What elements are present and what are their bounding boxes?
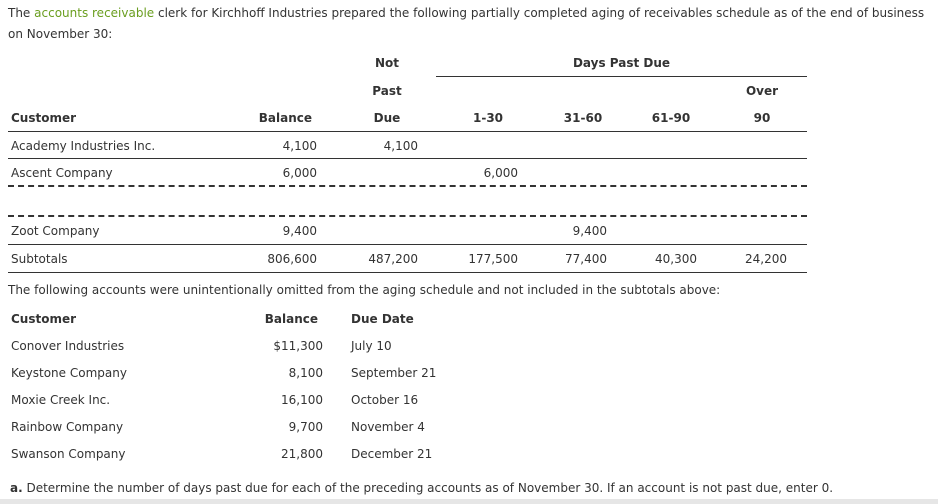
row-customer: Zoot Company	[11, 224, 100, 238]
subtotal-balance: 806,600	[267, 252, 317, 266]
omitted-customer: Keystone Company	[11, 366, 127, 380]
row-not-past-due: 4,100	[383, 139, 418, 153]
question-a	[10, 481, 833, 495]
header-not-past-due-2: Past	[372, 84, 402, 98]
days-past-due-rule	[436, 76, 807, 77]
omitted-header-customer: Customer	[11, 312, 77, 326]
accounts-receivable-link[interactable]: accounts receivable	[34, 6, 155, 20]
row-balance: 6,000	[282, 166, 317, 180]
omitted-customer: Moxie Creek Inc.	[11, 393, 111, 407]
omitted-due-date: December 21	[351, 447, 433, 461]
question-text: Determine the number of days past due for each of the preceding accounts as of November 30. If an account is not past due, enter 0.	[22, 481, 834, 495]
header-rule	[8, 131, 807, 132]
header-not-past-due-3: Due	[373, 111, 401, 125]
omitted-intro: The following accounts were unintentionally omitted from the aging schedule and not included in the subtotals above:	[8, 283, 721, 297]
header-days-past-due: Days Past Due	[572, 56, 671, 70]
omitted-customer: Rainbow Company	[11, 420, 124, 434]
header-1-30: 1-30	[472, 111, 504, 125]
omitted-balance: 21,800	[281, 447, 323, 461]
subtotals-rule	[8, 272, 807, 273]
bottom-scroll-edge	[0, 499, 938, 504]
header-not-past-due-1: Not	[374, 56, 400, 70]
omitted-balance: $11,300	[273, 339, 323, 353]
row-customer: Academy Industries Inc.	[11, 139, 156, 153]
omitted-balance: 16,100	[281, 393, 323, 407]
intro-text-after: clerk for Kirchhoff Industries prepared the following partially completed aging of receivables schedule as of the end of business	[154, 6, 925, 20]
header-over-1: Over	[745, 84, 779, 98]
omitted-due-date: October 16	[351, 393, 419, 407]
omitted-due-date: July 10	[351, 339, 392, 353]
intro-line-2: on November 30:	[8, 27, 113, 41]
row-31-60: 9,400	[572, 224, 607, 238]
subtotal-over-90: 24,200	[745, 252, 787, 266]
subtotal-not-past-due: 487,200	[368, 252, 418, 266]
row-customer: Ascent Company	[11, 166, 113, 180]
subtotals-label: Subtotals	[11, 252, 68, 266]
subtotal-61-90: 40,300	[655, 252, 697, 266]
intro-paragraph	[8, 6, 924, 20]
omitted-header-due-date: Due Date	[351, 312, 414, 326]
omitted-balance: 8,100	[288, 366, 323, 380]
header-over-2: 90	[753, 111, 771, 125]
header-balance: Balance	[258, 111, 312, 125]
row-rule	[8, 158, 807, 159]
row-balance: 4,100	[282, 139, 317, 153]
omitted-balance: 9,700	[288, 420, 323, 434]
question-label: a.	[10, 481, 23, 495]
row-balance: 9,400	[282, 224, 317, 238]
intro-text-before: The	[8, 6, 35, 20]
row-1-30: 6,000	[483, 166, 518, 180]
header-31-60: 31-60	[563, 111, 603, 125]
omitted-customer: Conover Industries	[11, 339, 125, 353]
omission-dashed-line-bottom	[8, 215, 807, 217]
omitted-due-date: November 4	[351, 420, 425, 434]
omitted-header-balance: Balance	[264, 312, 318, 326]
subtotal-1-30: 177,500	[468, 252, 518, 266]
omitted-due-date: September 21	[351, 366, 437, 380]
row-rule	[8, 244, 807, 245]
subtotal-31-60: 77,400	[565, 252, 607, 266]
omission-dashed-line-top	[8, 185, 807, 187]
omitted-customer: Swanson Company	[11, 447, 126, 461]
header-61-90: 61-90	[651, 111, 691, 125]
header-customer: Customer	[11, 111, 77, 125]
